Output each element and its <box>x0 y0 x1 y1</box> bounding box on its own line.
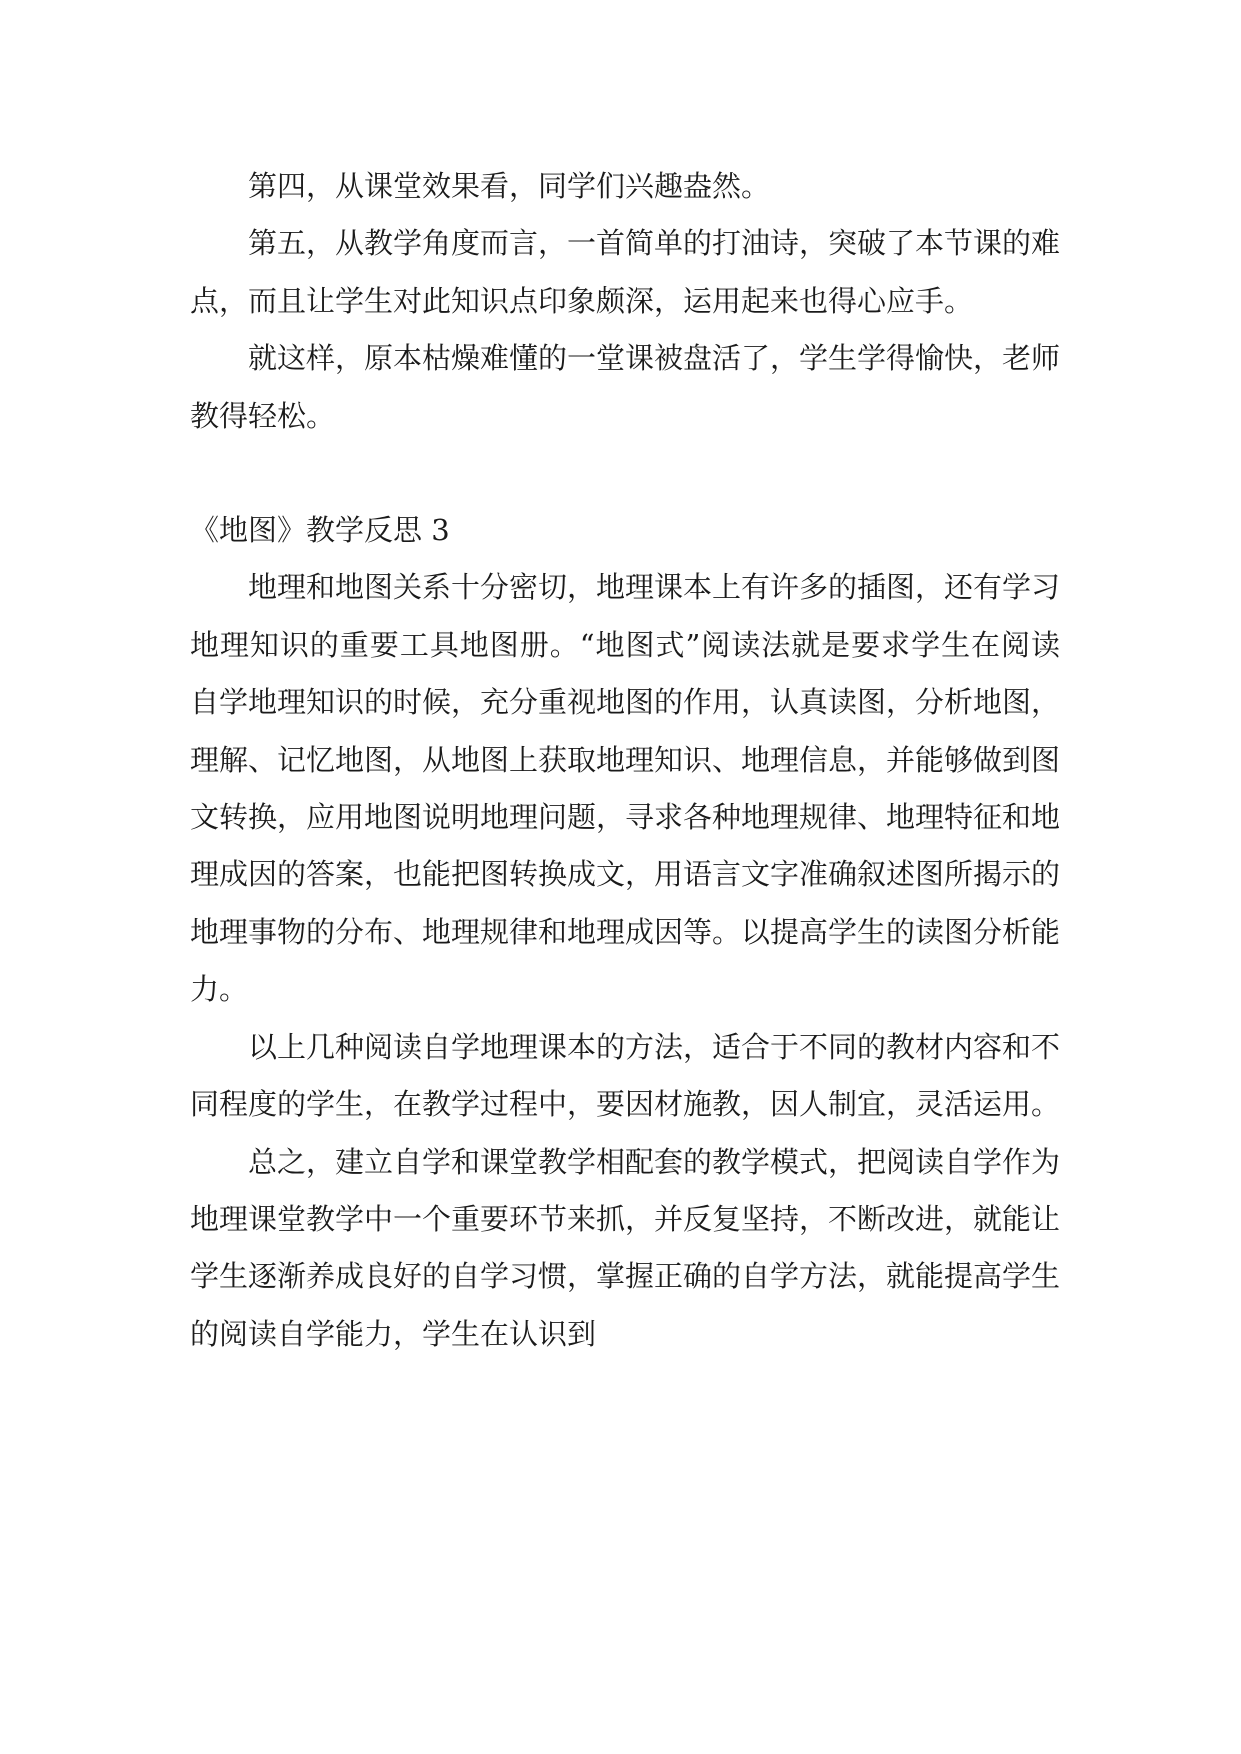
section-title: 《地图》教学反思 3 <box>190 513 450 548</box>
paragraph-fifth-point: 第五，从教学角度而言，一首简单的打油诗，突破了本节课的难点，而且让学生对此知识点印象颇深，运用起来也得心应手。 <box>190 226 1061 318</box>
paragraph-methods: 以上几种阅读自学地理课本的方法，适合于不同的教材内容和不同程度的学生，在教学过程中，要因材施教，因人制宜，灵活运用。 <box>190 1029 1061 1122</box>
paragraph-fourth-point: 第四，从课堂效果看，同学们兴趣盎然。 <box>248 169 771 203</box>
paragraph-map-reading: 地理和地图关系十分密切，地理课本上有许多的插图，还有学习地理知识的重要工具地图册。“地图式”阅读法就是要求学生在阅读自学地理知识的时候，充分重视地图的作用，认真读图，分析地图，理解、记忆地图，从地图上获取地理知识、地理信息，并能够做到图文转换，应用地图说明地理问题，寻求各种地理规律、地理特征和地理成因的答案，也能把图转换成文，用语言文字准确叙述图所揭示的地理事物的分布、地理规律和地理成因等。以提高学生的读图分析能力。 <box>190 570 1061 1007</box>
paragraph-summary: 总之，建立自学和课堂教学相配套的教学模式，把阅读自学作为地理课堂教学中一个重要环节来抓，并反复坚持，不断改进，就能让学生逐渐养成良好的自学习惯，掌握正确的自学方法，就能提高学生的阅读自学能力，学生在认识到 <box>190 1144 1061 1351</box>
paragraph-conclusion: 就这样，原本枯燥难懂的一堂课被盘活了，学生学得愉快，老师教得轻松。 <box>190 341 1061 433</box>
document-body <box>190 158 1060 1363</box>
